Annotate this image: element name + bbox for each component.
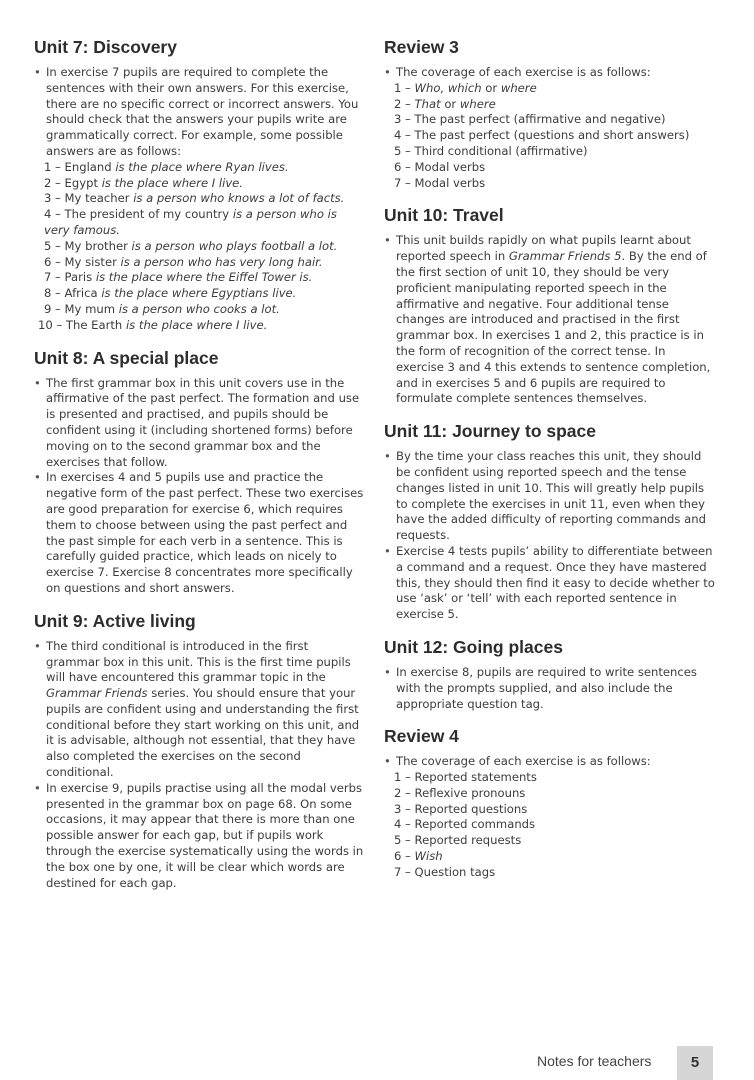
unit-9-bullet-1: • The third conditional is introduced in the first grammar box in this unit. This is the first time pupils will have encountered this grammar topic in the Grammar Friends series. You should ensure that your pupils are confident using and understanding the first conditional before they start working on this unit, and it is advisable, although not essential, that they have also completed the exercises on the second conditional.	[34, 639, 364, 781]
answer-6: 6 – My sister is a person who has very long hair.	[44, 254, 323, 269]
section-unit-11	[384, 420, 716, 623]
section-unit-9	[34, 610, 364, 892]
review-3-item-3: 3 – The past perfect (affirmative and negative)	[394, 112, 666, 127]
section-unit-8	[34, 347, 364, 597]
left-column	[34, 36, 364, 904]
unit-11-bullet-1: • By the time your class reaches this unit, they should be confident using reported speech and the tense changes listed in unit 10. This will greatly help pupils to complete the exercises in unit 11, even when they have the added difficulty of reporting commands and requests.	[384, 449, 716, 544]
review-4-item-2: 2 – Reflexive pronouns	[394, 785, 526, 800]
answer-10: 10 – The Earth is the place where I live.	[38, 317, 268, 332]
review-4-item-5: 5 – Reported requests	[394, 833, 522, 848]
unit-9-bullet-2: • In exercise 9, pupils practise using all the modal verbs presented in the grammar box on page 68. On some occasions, it may appear that there is more than one possible answer for each gap, but if pupils work through the exercise systematically using the words in the box one by one, it will be clear which words are destined for each gap.	[34, 781, 364, 892]
heading-unit-11: Unit 11: Journey to space	[384, 421, 597, 442]
answer-3: 3 – My teacher is a person who knows a lot of facts.	[44, 191, 345, 206]
review-3-item-1: 1 – Who, which or where	[394, 80, 537, 95]
page-number: 5	[677, 1046, 713, 1080]
right-column	[384, 36, 716, 894]
answer-4: 4 – The president of my country is a person who is very famous.	[44, 207, 337, 237]
answer-2: 2 – Egypt is the place where I live.	[44, 175, 243, 190]
answer-5: 5 – My brother is a person who plays football a lot.	[44, 238, 338, 253]
heading-unit-10: Unit 10: Travel	[384, 205, 504, 226]
heading-review-3: Review 3	[384, 37, 459, 57]
review-3-item-6: 6 – Modal verbs	[394, 159, 486, 174]
answer-7: 7 – Paris is the place where the Eiffel Tower is.	[44, 270, 313, 285]
section-unit-7	[34, 36, 364, 334]
section-review-4	[384, 725, 716, 880]
unit-7-paragraph: • In exercise 7 pupils are required to complete the sentences with their own answers. For this exercise, there are no specific correct or incorrect answers. You should check that the answers your pupils write are grammatically correct. For example, some possible answers are as follows:	[34, 65, 364, 160]
answer-8: 8 – Africa is the place where Egyptians live.	[44, 286, 297, 301]
section-unit-10	[384, 204, 716, 407]
review-4-item-1: 1 – Reported statements	[394, 770, 537, 785]
heading-unit-8: Unit 8: A special place	[34, 347, 219, 368]
review-4-item-7: 7 – Question tags	[394, 864, 496, 879]
review-3-item-4: 4 – The past perfect (questions and short answers)	[394, 128, 690, 143]
review-3-list	[384, 81, 716, 192]
heading-unit-9: Unit 9: Active living	[34, 610, 196, 631]
review-3-item-7: 7 – Modal verbs	[394, 175, 486, 190]
review-3-item-5: 5 – Third conditional (affirmative)	[394, 143, 588, 158]
heading-unit-12: Unit 12: Going places	[384, 636, 563, 657]
unit-12-bullet: • In exercise 8, pupils are required to write sentences with the prompts supplied, and also include the appropriate question tag.	[384, 665, 716, 712]
footer-label: Notes for teachers	[537, 1053, 652, 1069]
review-4-item-3: 3 – Reported questions	[394, 801, 528, 816]
answer-1: 1 – England is the place where Ryan lives.	[44, 159, 289, 174]
review-4-intro: • The coverage of each exercise is as follows:	[384, 754, 716, 770]
heading-review-4: Review 4	[384, 726, 459, 747]
review-4-list	[384, 770, 716, 881]
review-3-intro: • The coverage of each exercise is as follows:	[384, 65, 716, 81]
unit-8-bullet-1: • The first grammar box in this unit covers use in the affirmative of the past perfect. The formation and use is presented and practised, and pupils should be confident using it (including shortened forms) before moving on to the second grammar box and the exercises that follow.	[34, 376, 364, 471]
review-4-item-4: 4 – Reported commands	[394, 817, 536, 832]
unit-8-bullet-2: • In exercises 4 and 5 pupils use and practice the negative form of the past perfect. These two exercises are good preparation for exercise 6, which requires them to choose between using the past perfect and the past simple for each verb in a sentence. This is carefully guided practice, which leads on nicely to exercise 7. Exercise 8 concentrates more specifically on questions and short answers.	[34, 470, 364, 596]
section-review-3	[384, 36, 716, 191]
unit-10-bullet: • This unit builds rapidly on what pupils learnt about reported speech in Grammar Friends 5. By the end of the first section of unit 10, they should be very proficient manipulating reported speech in the affirmative and negative. Four additional tense changes are introduced and practised in the first grammar box. In exercises 1 and 2, this practice is in the form of recognition of the correct tense. In exercise 3 and 4 this extends to sentence completion, and in exercises 5 and 6 pupils are required to formulate complete sentences themselves.	[384, 233, 716, 407]
heading-unit-7: Unit 7: Discovery	[34, 37, 177, 57]
unit-7-answers	[34, 160, 364, 334]
review-4-item-6: 6 – Wish	[394, 849, 443, 864]
answer-9: 9 – My mum is a person who cooks a lot.	[44, 301, 280, 316]
section-unit-12	[384, 636, 716, 712]
review-3-item-2: 2 – That or where	[394, 96, 496, 111]
unit-11-bullet-2: • Exercise 4 tests pupils’ ability to differentiate between a command and a request. Once they have mastered this, they should then find it easy to decide whether to use ‘ask’ or ‘tell’ with each reported sentence in exercise 5.	[384, 544, 716, 623]
